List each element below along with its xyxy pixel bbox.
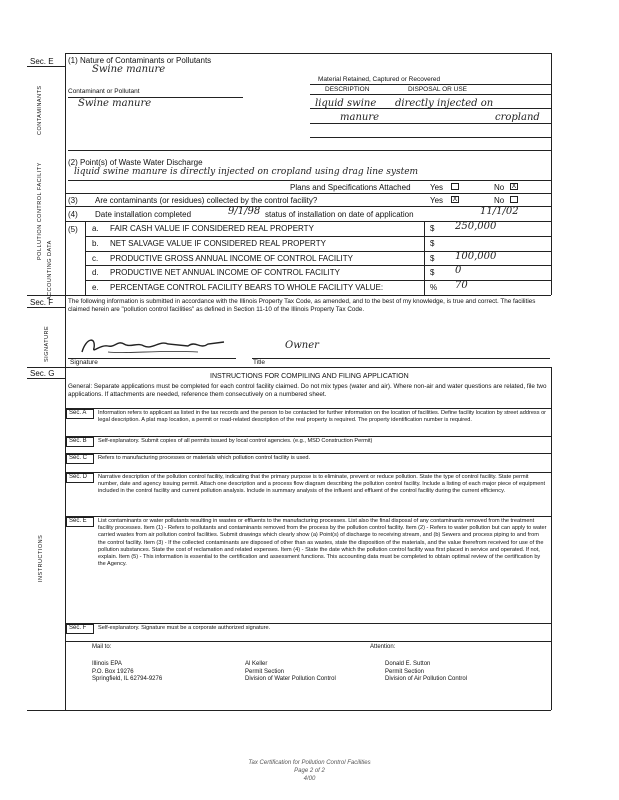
q4-status-handwritten: 11/1/02 — [480, 206, 519, 217]
row2-disposal: cropland — [495, 112, 540, 123]
instruction-section-label: Sec. E — [69, 518, 87, 524]
instruction-text: Narrative description of the pollution control facility, indicating that the primary purpose is to eliminate, prevent or reduce pollution. State the type of control facility. State permit number, date and agency issuing permit. Attach one description and a process flow diagram describing the pollution control facility. Include a listing of each major piece of equipment included in the control facility and current pollution analysis. Include in summary analysis of the influent and effluent of the control facility during the current efficiency. — [98, 474, 546, 495]
accounting-label: PRODUCTIVE GROSS ANNUAL INCOME OF CONTROL FACILITY — [110, 253, 353, 263]
plans-no-checkbox[interactable]: X — [511, 183, 517, 190]
title-handwritten: Owner — [285, 340, 319, 351]
plans-label: Plans and Specifications Attached — [290, 183, 411, 192]
accounting-label: PRODUCTIVE NET ANNUAL INCOME OF CONTROL FACILITY — [110, 268, 340, 278]
accounting-symbol: % — [430, 283, 438, 293]
accounting-value: 250,000 — [455, 221, 497, 232]
instruction-text: Self-explanatory. Signature must be a corporate authorized signature. — [98, 625, 271, 631]
q1-label: (1) Nature of Contaminants or Pollutants — [68, 56, 212, 65]
contact-water — [245, 661, 336, 684]
sec-e-label: Sec. E — [30, 57, 54, 66]
accounting-symbol: $ — [430, 268, 435, 278]
instruction-section-label: Sec. D — [69, 474, 88, 480]
q2-label: (2) Point(s) of Waste Water Discharge — [68, 158, 203, 167]
instruction-text: Refers to manufacturing processes or materials which pollution control facility is used. — [98, 455, 311, 461]
col-disposal: DISPOSAL OR USE — [408, 86, 467, 93]
q4-status-label: status of installation on date of application — [265, 210, 414, 219]
instruction-text: Information refers to applicant as listed in the tax records and the person to be contacted for further information on the location of facilities. Define facility location by street address or legal description. A plat map location, a permit or road-related description of the real property is required. The property identification number is required. — [98, 410, 547, 424]
accounting-label: PERCENTAGE CONTROL FACILITY BEARS TO WHOLE FACILITY VALUE: — [110, 283, 384, 293]
sec-f-certification-text: The following information is submitted in accordance with the Illinois Property Tax Code, as amended, and to the best of my knowledge, is true and correct. The facilities claimed herein are "pollution control facilities" as defined in Section 11-10 of the Illinois Property Tax Code. — [68, 298, 536, 313]
side-label-instructions: INSTRUCTIONS — [38, 534, 44, 582]
side-label-signature: SIGNATURE — [44, 325, 50, 362]
attention-label: Attention: — [370, 644, 396, 650]
row1-contaminant: Swine manure — [78, 98, 152, 109]
accounting-letter: a. — [92, 224, 99, 233]
q3-num: (3) — [68, 196, 78, 205]
q3-no-checkbox[interactable] — [510, 196, 518, 203]
instructions-heading: INSTRUCTIONS FOR COMPILING AND FILING APPLICATION — [210, 373, 409, 380]
q5-num: (5) — [68, 225, 78, 234]
q3-yes-label: Yes — [430, 196, 444, 205]
accounting-letter: b. — [92, 238, 99, 248]
q4-label: Date installation completed — [95, 210, 192, 219]
contact-line: Al Keller — [245, 661, 268, 667]
contact-line: Permit Section — [245, 668, 285, 675]
q3-yes-checkbox[interactable]: X — [452, 196, 458, 203]
accounting-value: 70 — [455, 280, 468, 292]
plans-yes-checkbox[interactable] — [451, 183, 459, 190]
instruction-section-label: Sec. C — [69, 455, 88, 461]
contact-line: Permit Section — [385, 668, 425, 675]
instruction-text: Self-explanatory. Submit copies of all permits issued by local control agencies. (e.g., MSD Construction Permit) — [98, 438, 373, 444]
title-label: Title — [253, 359, 266, 366]
plans-yes-label: Yes — [430, 183, 444, 192]
side-label-accounting: ACCOUNTING DATA — [47, 240, 53, 300]
accounting-symbol: $ — [430, 224, 435, 233]
sec-g-label: Sec. G — [30, 369, 55, 378]
material-header: Material Retained, Captured or Recovered — [318, 76, 441, 83]
q1-handwritten: Swine manure — [92, 64, 166, 75]
side-label-contaminants: CONTAMINANTS — [37, 85, 43, 135]
contact-air — [385, 661, 467, 684]
q4-num: (4) — [68, 210, 78, 219]
instruction-section-label: Sec. B — [69, 438, 87, 444]
mail-address — [92, 661, 162, 684]
accounting-symbol: $ — [430, 253, 435, 263]
address-line: P.O. Box 19276 — [92, 668, 134, 675]
instructions-general: General: Separate applications must be completed for each control facility claimed. Do not mix types (water and air). Where non-air and water questions are related, file two applications. If attachments are needed, reference them consecutively on a numbered sheet. — [68, 383, 547, 398]
footer-version: 4/00 — [303, 776, 316, 782]
col-description: DESCRIPTION — [325, 86, 370, 93]
row1-disposal: directly injected on — [395, 98, 494, 109]
contact-line: Division of Water Pollution Control — [245, 676, 336, 682]
q2-handwritten: liquid swine manure is directly injected on cropland using drag line system — [74, 167, 419, 177]
accounting-letter: d. — [92, 268, 99, 278]
accounting-letter: e. — [92, 283, 99, 293]
row2-description: manure — [340, 112, 380, 123]
contact-line: Donald E. Sutton — [385, 661, 431, 667]
signature-label: Signature — [70, 359, 98, 366]
instruction-text: List contaminants or water pollutants resulting in wastes or effluents to the manufacturing processes. List also the final disposal of any contaminants removed from the treatment facility processes. Item (1) - Refers to pollutants and contaminants removed from the process by the pollution control facility. Item (2) - Refers to water pollution but can apply to water carried wastes from air pollution control facilities. Submit drawings which clearly show (a) Point(s) of discharge to receiving stream, and (b) Sewers and process piping to and from the control facility. Item (3) - If the collected contaminants are disposed of other than as wastes, state the disposition of the materials, and the value therefrom received for use of the pollution substances. State the cost of reclamation and related expenses. Item (4) - State the date which the pollution control facility was first placed in service and operated. If not, explain. Item (5) - This information is essential to the certification and assessment functions. This accounting data must be completed to obtain optimal review of the certification by the Agency. — [98, 518, 547, 568]
address-line: Springfield, IL 62794-9276 — [92, 676, 163, 682]
signature-image — [78, 334, 228, 358]
plans-no-label: No — [494, 183, 505, 192]
mail-to-label: Mail to: — [92, 644, 112, 650]
accounting-symbol: $ — [430, 238, 435, 248]
q3-no-label: No — [494, 196, 505, 205]
footer-page: Page 2 of 2 — [294, 768, 325, 774]
side-label-facility: POLLUTION CONTROL FACILITY — [37, 162, 43, 260]
footer-title: Tax Certification for Pollution Control Facilities — [248, 760, 371, 766]
instruction-section-label: Sec. A — [69, 410, 87, 416]
accounting-letter: c. — [92, 253, 99, 263]
address-line: Illinois EPA — [92, 661, 122, 667]
accounting-value: 100,000 — [455, 250, 497, 262]
row1-description: liquid swine — [315, 98, 377, 109]
col-contaminant: Contaminant or Pollutant — [68, 88, 140, 95]
contact-line: Division of Air Pollution Control — [385, 676, 468, 682]
sec-f-label: Sec. F — [30, 298, 54, 307]
accounting-label: NET SALVAGE VALUE IF CONSIDERED REAL PROPERTY — [110, 238, 326, 248]
q3-label: Are contaminants (or residues) collected by the control facility? — [95, 196, 318, 205]
accounting-label: FAIR CASH VALUE IF CONSIDERED REAL PROPERTY — [110, 224, 314, 233]
q4-handwritten-date: 9/1/98 — [228, 206, 261, 217]
instruction-section-label: Sec. F — [69, 625, 87, 631]
accounting-value: 0 — [455, 265, 462, 277]
